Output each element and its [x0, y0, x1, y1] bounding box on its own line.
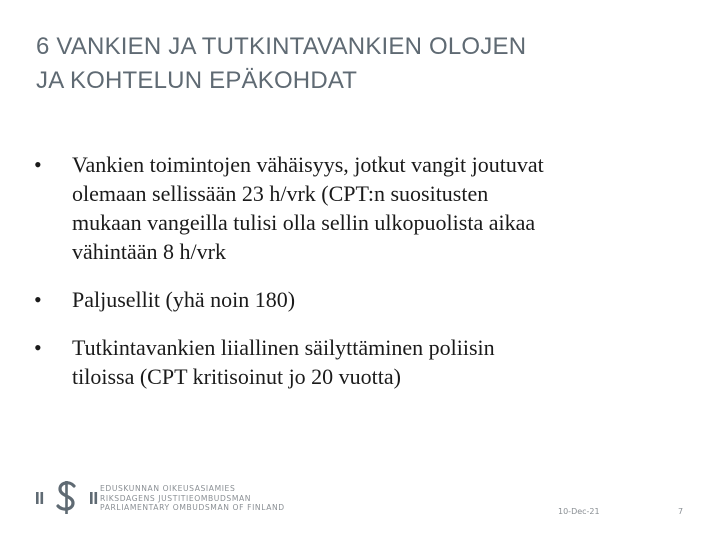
- organization-name: [100, 484, 285, 513]
- bullet-list: [34, 150, 694, 410]
- bullet-1-line-3: mukaan vangeilla tulisi olla sellin ulkopuolista aikaa: [72, 210, 536, 235]
- title-line-1: 6 VANKIEN JA TUTKINTAVANKIEN OLOJEN: [36, 33, 527, 60]
- page-number: 7: [678, 507, 684, 516]
- bullet-1-line-2: olemaan sellissään 23 h/vrk (CPT:n suositusten: [72, 181, 489, 206]
- bullet-1-line-1: Vankien toimintojen vähäisyys, jotkut vangit joutuvat: [72, 152, 544, 177]
- bullet-1-line-4: vähintään 8 h/vrk: [72, 239, 226, 264]
- org-name-finnish: EDUSKUNNAN OIKEUSASIAMIES: [100, 484, 236, 493]
- bullet-item-2: [34, 285, 694, 314]
- bullet-2-line-1: Paljusellit (yhä noin 180): [72, 287, 296, 312]
- title-line-2: JA KOHTELUN EPÄKOHDAT: [36, 67, 358, 94]
- bullet-3-line-1: Tutkintavankien liiallinen säilyttäminen poliisin: [72, 335, 495, 360]
- bullet-item-3: [34, 333, 694, 391]
- bullet-dot-icon: •: [34, 335, 42, 360]
- parliamentary-ombudsman-logo-icon: [36, 478, 100, 516]
- bullet-dot-icon: •: [34, 152, 42, 177]
- org-name-english: PARLIAMENTARY OMBUDSMAN OF FINLAND: [100, 503, 285, 513]
- bullet-3-line-2: tiloissa (CPT kritisoinut jo 20 vuotta): [72, 364, 401, 389]
- org-name-swedish: RIKSDAGENS JUSTITIEOMBUDSMAN: [100, 493, 252, 503]
- slide-title: [36, 30, 686, 98]
- bullet-item-1: [34, 150, 694, 266]
- footer-date: 10-Dec-21: [558, 507, 600, 516]
- bullet-dot-icon: •: [34, 287, 42, 312]
